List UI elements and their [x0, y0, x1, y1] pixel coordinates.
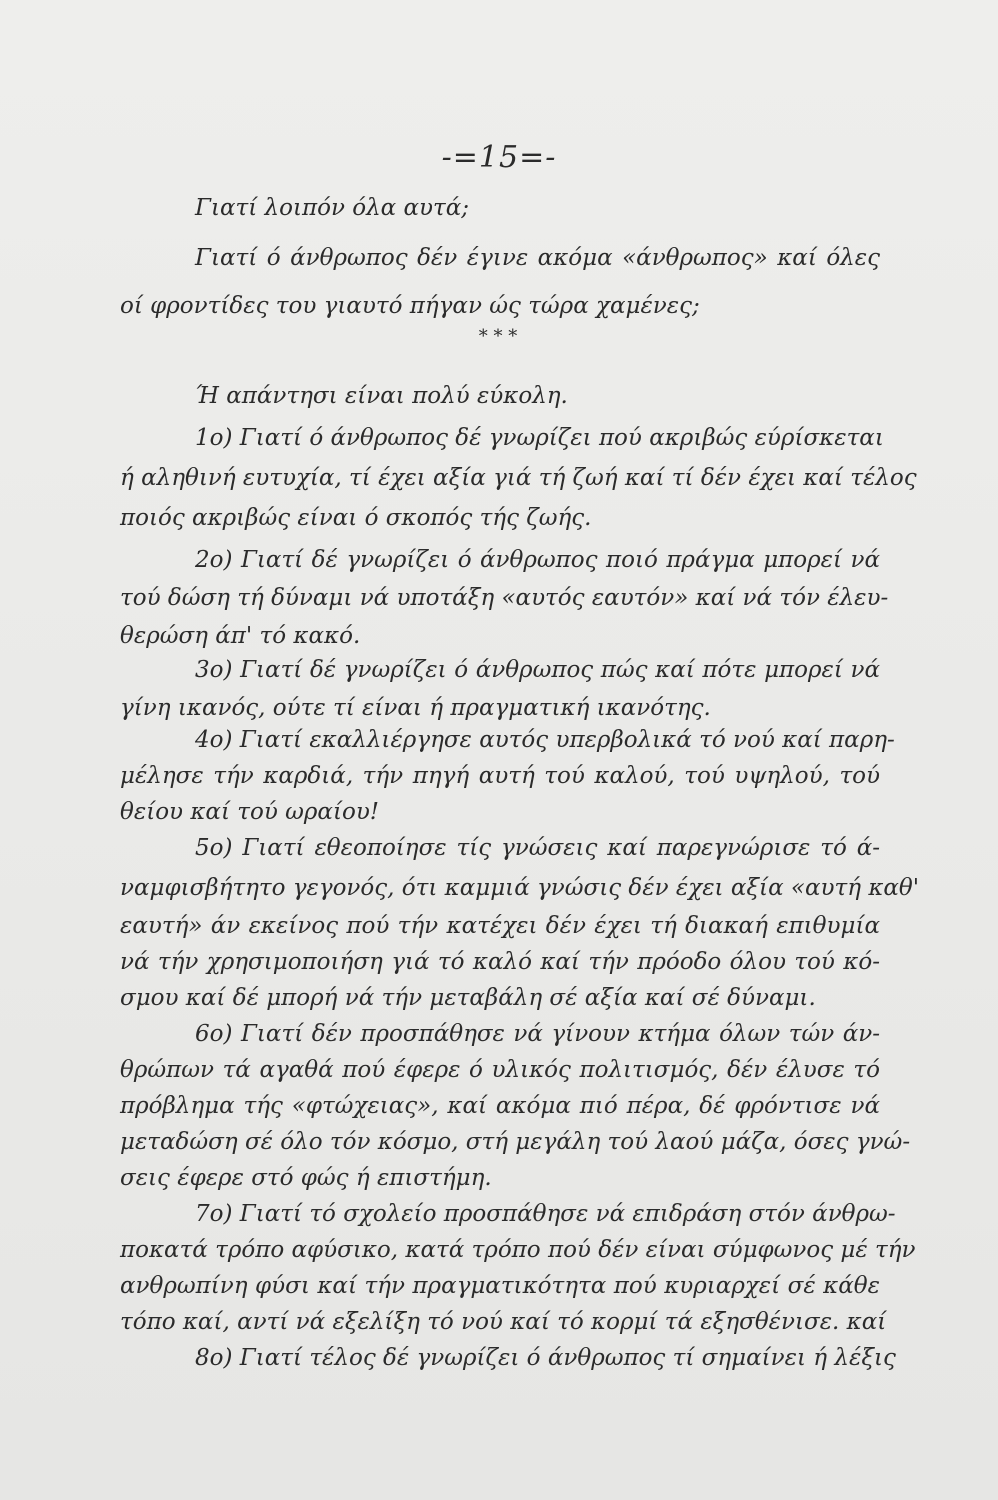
text-line: 1ο) Γιατί ό άνθρωπος δέ γνωρίζει πού ακριβώς εύρίσκεται	[195, 425, 884, 451]
text-line: Γιατί ό άνθρωπος δέν έγινε ακόμα «άνθρωπος» καί όλες	[195, 245, 880, 271]
text-line: θρώπων τά αγαθά πού έφερε ό υλικός πολιτισμός, δέν έλυσε τό	[120, 1057, 880, 1083]
text-line: ή αληθινή ευτυχία, τί έχει αξία γιά τή ζωή καί τί δέν έχει καί τέλος	[120, 465, 917, 491]
text-line: 8ο) Γιατί τέλος δέ γνωρίζει ό άνθρωπος τί σημαίνει ή λέξις	[195, 1345, 896, 1371]
text-line: μέλησε τήν καρδιά, τήν πηγή αυτή τού καλού, τού υψηλού, τού	[120, 763, 880, 789]
text-line: γίνη ικανός, ούτε τί είναι ή πραγματική ικανότης.	[120, 695, 711, 721]
text-line: 4ο) Γιατί εκαλλιέργησε αυτός υπερβολικά τό νού καί παρη-	[195, 727, 895, 753]
text-line: πρόβλημα τής «φτώχειας», καί ακόμα πιό πέρα, δέ φρόντισε νά	[120, 1093, 880, 1119]
text-line: Γιατί λοιπόν όλα αυτά;	[195, 195, 470, 221]
text-line: τού δώση τή δύναμι νά υποτάξη «αυτός εαυτόν» καί νά τόν έλευ-	[120, 585, 889, 611]
text-line: ναμφισβήτητο γεγονός, ότι καμμιά γνώσις δέν έχει αξία «αυτή καθ'	[120, 875, 920, 901]
text-line: μεταδώση σέ όλο τόν κόσμο, στή μεγάλη τού λαού μάζα, όσες γνώ-	[120, 1129, 911, 1155]
text-line: ανθρωπίνη φύσι καί τήν πραγματικότητα πού κυριαρχεί σέ κάθε	[120, 1273, 880, 1299]
section-separator: * * *	[478, 326, 518, 347]
text-line: θερώση άπ' τό κακό.	[120, 623, 361, 649]
text-line: σεις έφερε στό φώς ή επιστήμη.	[120, 1165, 492, 1191]
text-line: 6ο) Γιατί δέν προσπάθησε νά γίνουν κτήμα όλων τών άν-	[195, 1021, 880, 1047]
text-line: ποκατά τρόπο αφύσικο, κατά τρόπο πού δέν είναι σύμφωνος μέ τήν	[120, 1237, 916, 1263]
text-line: οί φροντίδες του γιαυτό πήγαν ώς τώρα χαμένες;	[120, 293, 700, 319]
text-line: Ή απάντησι είναι πολύ εύκολη.	[195, 383, 568, 409]
text-line: 3ο) Γιατί δέ γνωρίζει ό άνθρωπος πώς καί πότε μπορεί νά	[195, 657, 880, 683]
page-number: -=15=-	[441, 140, 557, 175]
text-line: 7ο) Γιατί τό σχολείο προσπάθησε νά επιδράση στόν άνθρω-	[195, 1201, 896, 1227]
text-line: 5ο) Γιατί εθεοποίησε τίς γνώσεις καί παρεγνώρισε τό ά-	[195, 835, 880, 861]
text-line: τόπο καί, αντί νά εξελίξη τό νού καί τό κορμί τά εξησθένισε. καί	[120, 1309, 887, 1335]
text-line: σμου καί δέ μπορή νά τήν μεταβάλη σέ αξία καί σέ δύναμι.	[120, 985, 816, 1011]
text-line: νά τήν χρησιμοποιήση γιά τό καλό καί τήν πρόοδο όλου τού κό-	[120, 949, 880, 975]
text-line: 2ο) Γιατί δέ γνωρίζει ό άνθρωπος ποιό πράγμα μπορεί νά	[195, 547, 880, 573]
text-line: ποιός ακριβώς είναι ό σκοπός τής ζωής.	[120, 505, 592, 531]
text-line: εαυτή» άν εκείνος πού τήν κατέχει δέν έχει τή διακαή επιθυμία	[120, 913, 880, 939]
text-line: θείου καί τού ωραίου!	[120, 799, 380, 825]
